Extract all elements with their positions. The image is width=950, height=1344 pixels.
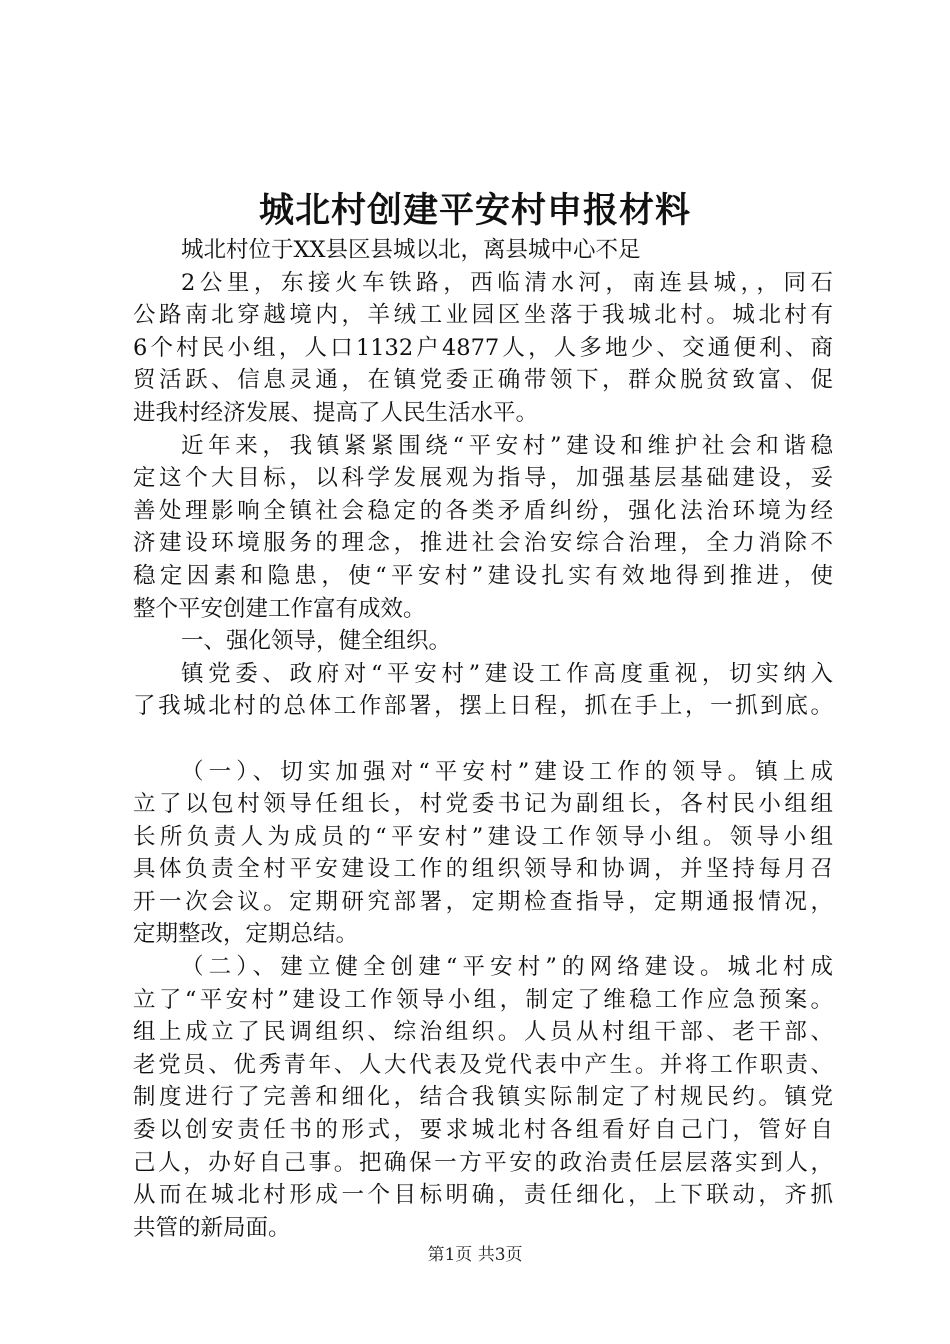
text-line: 城北村位于XX县区县城以北，离县城中心不足	[181, 237, 641, 263]
text-line: 组上成立了民调组织、综治组织。人员从村组干部、老干部、	[133, 1019, 833, 1046]
text-line: 镇党委、政府对“平安村”建设工作高度重视，切实纳入	[181, 660, 833, 687]
text-line: 善处理影响全镇社会稳定的各类矛盾纠纷，强化法治环境为经	[133, 497, 833, 524]
page-footer: 第1页 共3页	[427, 1245, 523, 1265]
section-heading: 一、强化领导，健全组织。	[181, 628, 452, 655]
text-line: 定这个大目标，以科学发展观为指导，加强基层基础建设，妥	[133, 465, 833, 492]
text-line: （二）、建立健全创建“平安村”的网络建设。城北村成	[181, 954, 833, 981]
text-line: 整个平安创建工作富有成效。	[133, 595, 426, 622]
text-line: 共管的新局面。	[133, 1214, 291, 1241]
text-line: 开一次会议。定期研究部署，定期检查指导，定期通报情况，	[133, 888, 833, 915]
text-line: 6个村民小组，人口1132户4877人，人多地少、交通便利、商	[133, 334, 833, 361]
text-line: 定期整改，定期总结。	[133, 921, 359, 948]
text-line: 己人，办好自己事。把确保一方平安的政治责任层层落实到人，	[133, 1149, 833, 1176]
text-line: 贸活跃、信息灵通，在镇党委正确带领下，群众脱贫致富、促	[133, 367, 833, 394]
text-line: 进我村经济发展、提高了人民生活水平。	[133, 399, 539, 426]
text-line: 了我城北村的总体工作部署，摆上日程，抓在手上，一抓到底。	[133, 693, 833, 720]
document-body	[133, 234, 833, 1244]
text-line: （一）、切实加强对“平安村”建设工作的领导。镇上成	[181, 758, 833, 785]
text-line: 近年来，我镇紧紧围绕“平安村”建设和维护社会和谐稳	[181, 432, 833, 459]
text-line: 济建设环境服务的理念，推进社会治安综合治理，全力消除不	[133, 530, 833, 557]
blank-line	[133, 723, 833, 756]
text-line: 立了“平安村”建设工作领导小组，制定了维稳工作应急预案。	[133, 986, 833, 1013]
text-line: 公路南北穿越境内，羊绒工业园区坐落于我城北村。城北村有	[133, 302, 833, 329]
document-title: 城北村创建平安村申报材料	[258, 190, 691, 231]
text-line: 立了以包村领导任组长，村党委书记为副组长，各村民小组组	[133, 791, 833, 818]
text-line: 具体负责全村平安建设工作的组织领导和协调，并坚持每月召	[133, 856, 833, 883]
text-line: 老党员、优秀青年、人大代表及党代表中产生。并将工作职责、	[133, 1051, 833, 1078]
text-line: 委以创安责任书的形式，要求城北村各组看好自己门，管好自	[133, 1117, 833, 1144]
text-line: 从而在城北村形成一个目标明确，责任细化，上下联动，齐抓	[133, 1182, 833, 1209]
text-line: 制度进行了完善和细化，结合我镇实际制定了村规民约。镇党	[133, 1084, 833, 1111]
text-line: 稳定因素和隐患，使“平安村”建设扎实有效地得到推进，使	[133, 562, 833, 589]
text-line: 2公里，东接火车铁路，西临清水河，南连县城，，同石	[181, 269, 833, 296]
text-line: 长所负责人为成员的“平安村”建设工作领导小组。领导小组	[133, 823, 833, 850]
